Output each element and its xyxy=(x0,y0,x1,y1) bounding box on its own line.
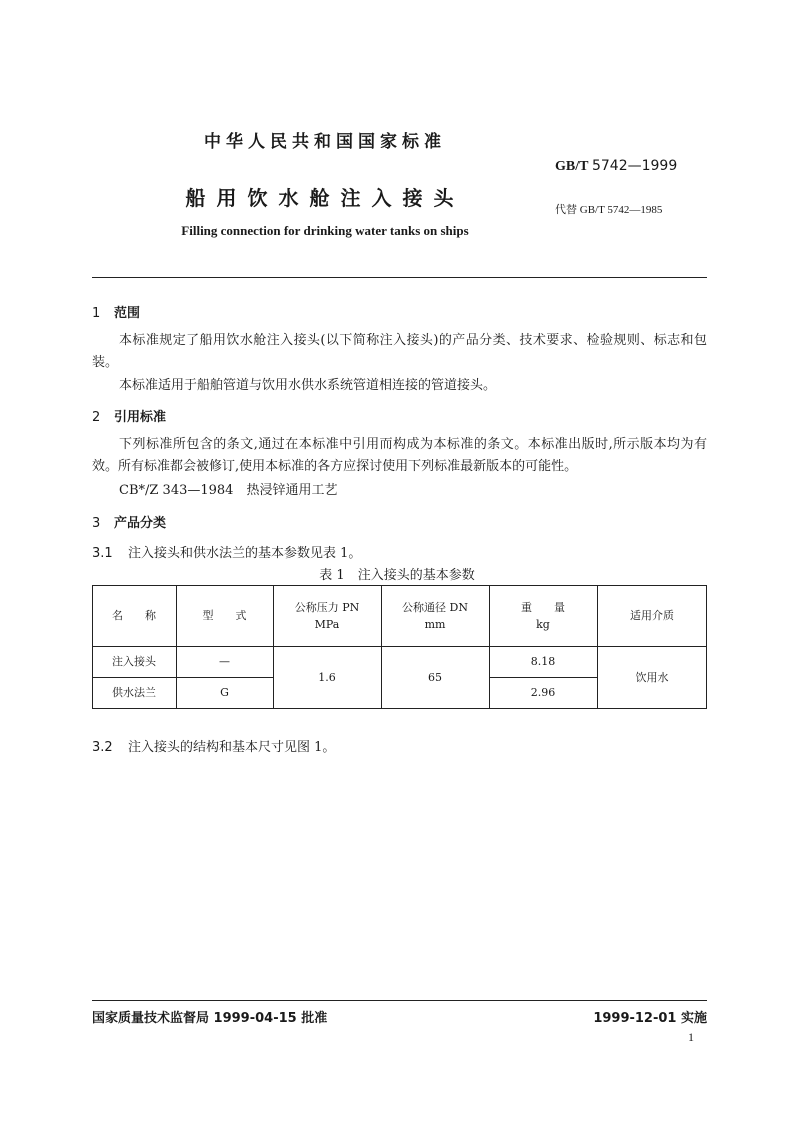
section-number: 1 xyxy=(92,306,101,321)
section-number: 2 xyxy=(92,410,101,425)
header-name: 名 称 xyxy=(112,609,156,622)
header-medium: 适用介质 xyxy=(630,609,674,622)
row-2-model: G xyxy=(220,686,229,699)
header-pressure-label: 公称压力 PN xyxy=(294,600,360,614)
section-title: 范围 xyxy=(114,306,141,321)
national-standard-title: 中华人民共和国国家标准 xyxy=(204,132,446,152)
standard-prefix: GB/T xyxy=(555,159,589,174)
row-2-weight: 2.96 xyxy=(530,686,556,699)
section-title: 产品分类 xyxy=(114,516,167,531)
document-title-en: Filling connection for drinking water tanks on ships xyxy=(181,223,469,238)
section-3-heading xyxy=(92,512,166,531)
row-1-weight: 8.18 xyxy=(530,655,556,668)
shared-diameter: 65 xyxy=(428,670,442,684)
section-2-heading xyxy=(92,406,166,425)
standard-number: 5742—1999 xyxy=(591,158,678,174)
document-title-cn: 船用饮水舱注入接头 xyxy=(185,186,465,210)
row-1-model: — xyxy=(219,655,230,668)
header-weight xyxy=(489,585,597,646)
effective-date: 1999-12-01 实施 xyxy=(593,1011,707,1026)
table-caption: 表 1 注入接头的基本参数 xyxy=(319,568,475,583)
section-1-paragraph-1: 本标准规定了船用饮水舱注入接头(以下简称注入接头)的产品分类、技术要求、检验规则、标志和包装。 xyxy=(92,333,707,370)
footer-divider xyxy=(92,1000,707,1001)
subsection-number: 3.2 xyxy=(92,740,113,755)
header-pressure-unit: MPa xyxy=(314,617,340,631)
header-diameter-unit: mm xyxy=(424,617,446,631)
approval-line: 国家质量技术监督局 1999-04-15 批准 xyxy=(92,1011,328,1026)
header-weight-unit: kg xyxy=(536,617,550,631)
header-model: 型 式 xyxy=(202,609,247,622)
header-divider xyxy=(92,277,707,278)
section-number: 3 xyxy=(92,516,101,531)
subsection-text: 注入接头的结构和基本尺寸见图 1。 xyxy=(128,740,336,755)
header-weight-label: 重 量 xyxy=(521,600,565,614)
section-1-heading xyxy=(92,302,140,321)
row-1-name: 注入接头 xyxy=(112,655,156,668)
row-2-name: 供水法兰 xyxy=(112,686,156,699)
referenced-standard: CB*/Z 343—1984 热浸锌通用工艺 xyxy=(119,483,338,498)
subsection-3-2 xyxy=(92,736,335,755)
section-title: 引用标准 xyxy=(114,410,167,425)
page-number: 1 xyxy=(688,1030,694,1044)
section-2-paragraph: 下列标准所包含的条文,通过在本标准中引用而构成为本标准的条文。本标准出版时,所示版本均为有效。所有标准都会被修订,使用本标准的各方应探讨使用下列标准最新版本的可能性。 xyxy=(92,437,707,474)
header-diameter-label: 公称通径 DN xyxy=(402,600,468,614)
section-1-paragraph-2: 本标准适用于船舶管道与饮用水供水系统管道相连接的管道接头。 xyxy=(119,378,497,393)
subsection-number: 3.1 xyxy=(92,546,113,561)
shared-pressure: 1.6 xyxy=(318,670,336,684)
parameters-table xyxy=(92,585,707,709)
shared-medium: 饮用水 xyxy=(635,670,669,684)
replaces-note: 代替 GB/T 5742—1985 xyxy=(555,204,663,216)
subsection-3-1 xyxy=(92,542,361,561)
header-pressure xyxy=(273,585,381,646)
header-diameter xyxy=(381,585,489,646)
subsection-text: 注入接头和供水法兰的基本参数见表 1。 xyxy=(128,546,362,561)
standard-code xyxy=(555,158,677,175)
